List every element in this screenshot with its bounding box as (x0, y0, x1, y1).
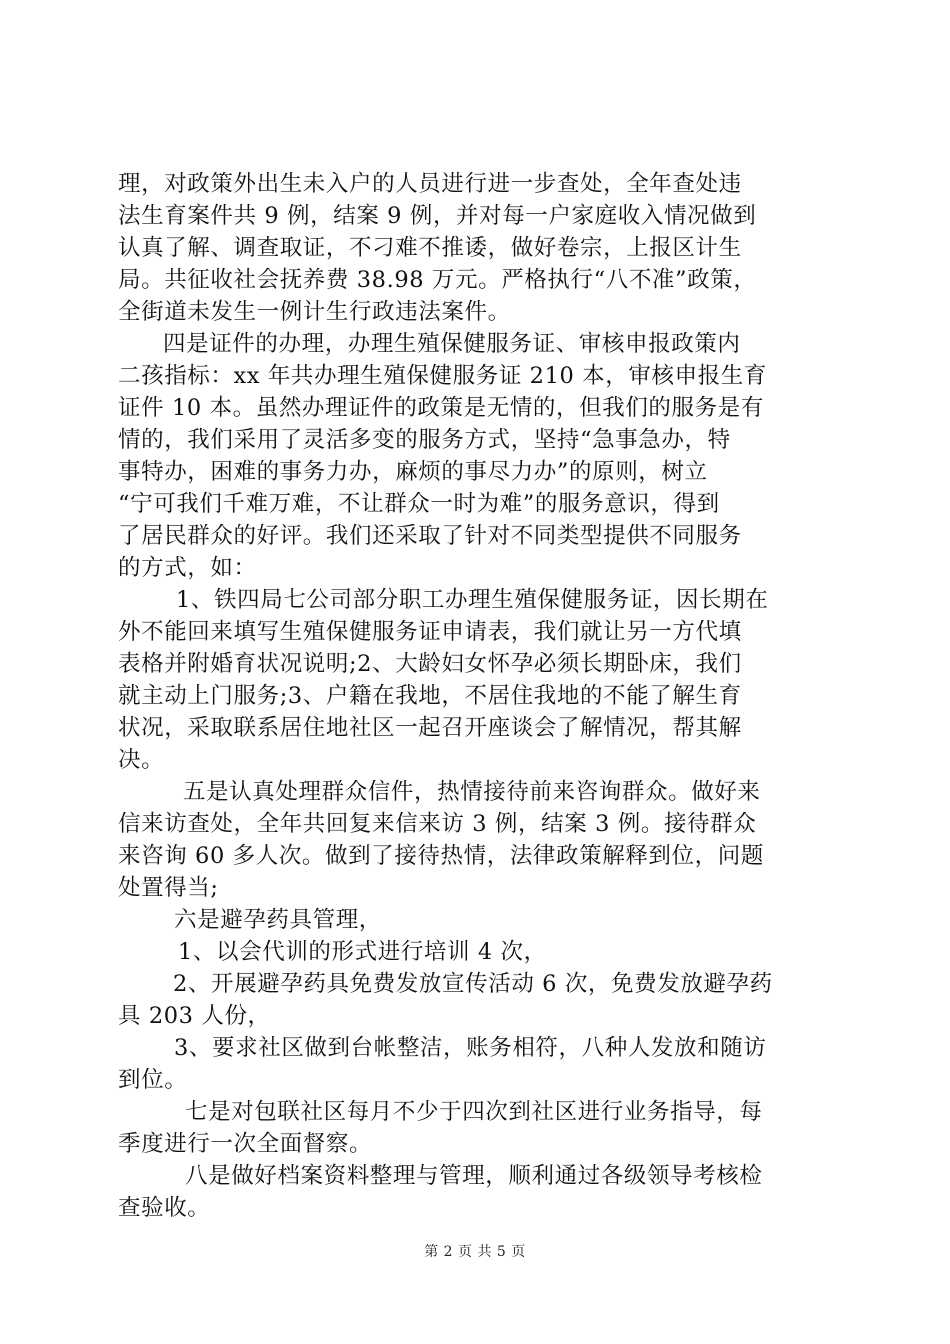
text-line: 状况，采取联系居住地社区一起召开座谈会了解情况，帮其解 (118, 715, 742, 741)
text-line: 理，对政策外出生未入户的人员进行进一步查处，全年查处违 (118, 171, 742, 197)
text-line: 表格并附婚育状况说明;2、大龄妇女怀孕必须长期卧床，我们 (118, 651, 742, 677)
text-line: 六是避孕药具管理， (174, 907, 382, 933)
text-line: 二孩指标：xx 年共办理生殖保健服务证 210 本，审核申报生育 (118, 363, 767, 389)
text-line: 到位。 (118, 1067, 188, 1093)
text-line: 就主动上门服务;3、户籍在我地，不居住我地的不能了解生育 (118, 683, 742, 709)
text-line: 的方式，如： (118, 555, 257, 581)
text-line: 八是做好档案资料整理与管理，顺利通过各级领导考核检 (185, 1163, 763, 1189)
text-line: 认真了解、调查取证，不刁难不推诿，做好卷宗，上报区计生 (118, 235, 742, 261)
text-line: 信来访查处，全年共回复来信来访 3 例，结案 3 例。接待群众 (118, 811, 757, 837)
text-line: 来咨询 60 多人次。做到了接待热情，法律政策解释到位，问题 (118, 843, 764, 869)
text-line: 情的，我们采用了灵活多变的服务方式，坚持“急事急办，特 (118, 427, 731, 453)
text-line: 四是证件的办理，办理生殖保健服务证、审核申报政策内 (163, 331, 741, 357)
text-line: 七是对包联社区每月不少于四次到社区进行业务指导，每 (185, 1099, 763, 1125)
text-line: 查验收。 (118, 1195, 211, 1221)
text-line: 3、要求社区做到台帐整洁，账务相符，八种人发放和随访 (174, 1035, 767, 1061)
text-line: “宁可我们千难万难，不让群众一时为难”的服务意识，得到 (118, 491, 720, 517)
text-line: 具 203 人份， (118, 1003, 271, 1029)
page-footer: 第 2 页 共 5 页 (424, 1244, 526, 1260)
text-line: 季度进行一次全面督察。 (118, 1131, 373, 1157)
text-line: 决。 (118, 747, 165, 773)
text-line: 1、铁四局七公司部分职工办理生殖保健服务证，因长期在 (176, 587, 769, 613)
text-line: 事特办，困难的事务力办，麻烦的事尽力办”的原则，树立 (118, 459, 708, 485)
text-line: 外不能回来填写生殖保健服务证申请表，我们就让另一方代填 (118, 619, 742, 645)
text-line: 五是认真处理群众信件，热情接待前来咨询群众。做好来 (183, 779, 761, 805)
text-line: 处置得当; (118, 875, 219, 901)
text-line: 局。共征收社会抚养费 38.98 万元。严格执行“八不准”政策， (118, 267, 757, 293)
text-line: 1、以会代训的形式进行培训 4 次， (178, 939, 547, 965)
text-line: 证件 10 本。虽然办理证件的政策是无情的，但我们的服务是有 (118, 395, 764, 421)
text-line: 2、开展避孕药具免费发放宣传活动 6 次，免费发放避孕药 (173, 971, 773, 997)
text-line: 全街道未发生一例计生行政违法案件。 (118, 299, 511, 325)
text-line: 了居民群众的好评。我们还采取了针对不同类型提供不同服务 (118, 523, 742, 549)
text-line: 法生育案件共 9 例，结案 9 例，并对每一户家庭收入情况做到 (118, 203, 757, 229)
body-text (118, 168, 838, 1224)
